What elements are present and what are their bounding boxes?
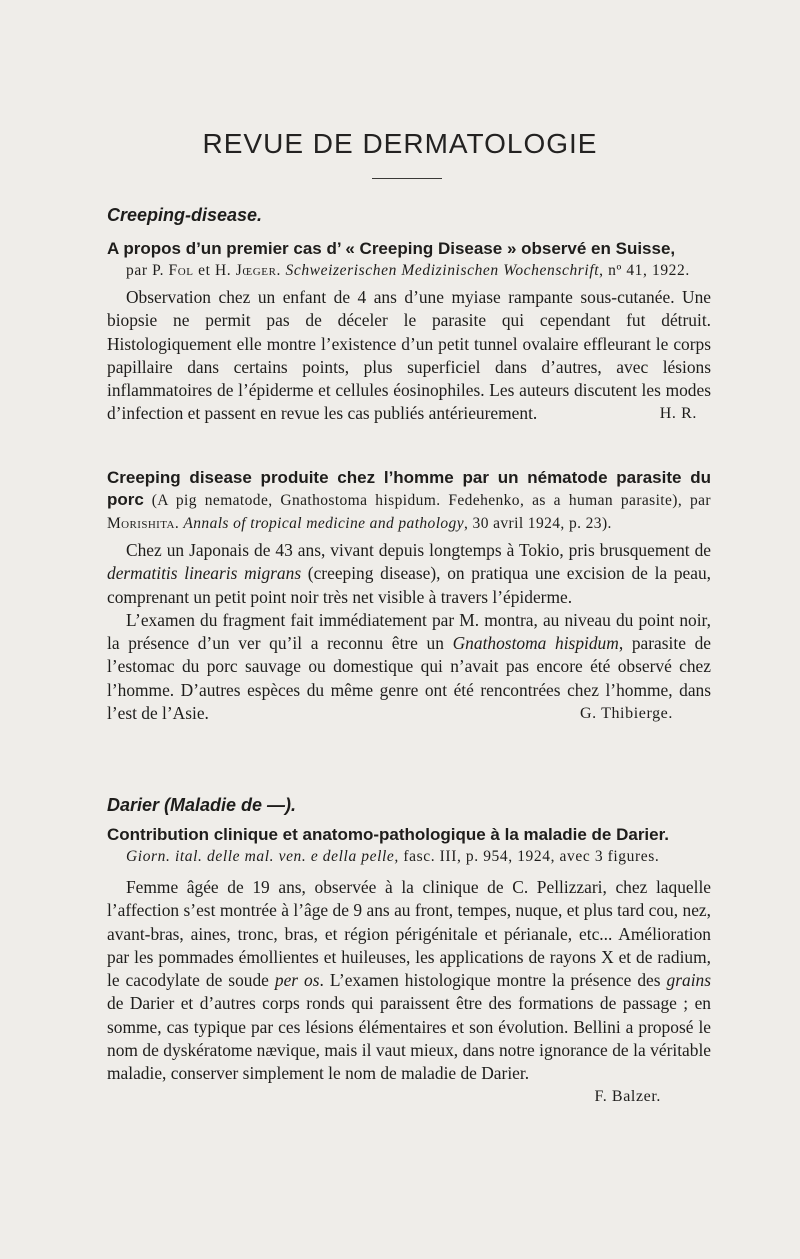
article-paragraph: L’examen du fragment fait immédiatement par M. montra, au niveau du point noir, la présence d’un ver qu’il a reconnu être un Gnathostoma hispidum, parasite de l’estomac du porc sauvage ou domestique qui n’avait pas encore été observé chez l’homme. D’autres espèces du même genre ont été rencontrées chez l’homme, dans l’est de l’Asie. G. Thibierge. [107, 609, 711, 725]
author-name: Morishita [107, 515, 175, 532]
article-3 [107, 824, 711, 1106]
section-darier [107, 795, 711, 816]
running-head: REVUE DE DERMATOLOGIE [202, 128, 598, 159]
author-name: Jœger [235, 262, 277, 279]
article-reference: Giorn. ital. delle mal. ven. e della pelle, fasc. III, p. 954, 1924, avec 3 figures. [126, 848, 660, 865]
journal-title: Schweizerischen Medizinischen Wochenschrift [285, 262, 600, 279]
article-2 [107, 467, 711, 725]
article-1 [107, 238, 711, 426]
article-paragraph: Femme âgée de 19 ans, observée à la clinique de C. Pellizzari, chez laquelle l’affection s’est montrée à l’âge de 9 ans au front, tempes, nuque, et plus tard cou, nez, avant-bras, aines, tronc, bras, et région périgénitale et périanale, etc... Amélioration par les pommades émollientes et huileuses, les applications de rayons X et de radium, le cacodylate de soude per os. L’examen histologique montre la présence des grains de Darier et d’autres corps ronds qui paraissent être des formations de passage ; en somme, cas typique par ces lésions élémentaires et son évolution. Bellini a proposé le nom de dyskératome nævique, mais il vaut mieux, dans notre ignorance de la véritable maladie, conserver simplement le nom de maladie de Darier. [107, 877, 711, 1084]
article-heading: A propos d’un premier cas d’ « Creeping Disease » observé en Suisse, [107, 239, 676, 258]
signature: G. Thibierge. [580, 705, 673, 723]
article-body: Observation chez un enfant de 4 ans d’une myiase rampante sous-cutanée. Une biopsie ne permit pas de déceler le parasite qui cependant fut détruit. Histologiquement elle montre l’existence d’un petit tunnel ovalaire effleurant le corps papillaire dans certains points, plus superficiel dans d’autres, avec lésions inflammatoires de l’épiderme et cellules éosinophiles. Les auteurs discutent les modes d’infection et passent en revue les cas publiés antérieurement. H. R. [107, 286, 711, 426]
article-heading: Contribution clinique et anatomo-pathologique à la maladie de Darier. [107, 825, 670, 844]
journal-title: Annals of tropical medicine and pathology [183, 515, 464, 532]
section-creeping-disease [107, 205, 711, 226]
author-name: Fol [168, 262, 194, 279]
section-title: Darier (Maladie de —). [107, 795, 297, 815]
header-rule [372, 178, 442, 179]
article-heading: Creeping disease produite chez l’homme par un nématode parasite du porc (A pig nematode, Gnathostoma hispidum. Fedehenko, as a human parasite), par Morishita. Annals of tropical medicine and pathology, 30 avril 1924, p. 23). [107, 468, 711, 532]
signature: F. Balzer. [594, 1087, 661, 1105]
article-paragraph: Chez un Japonais de 43 ans, vivant depuis longtemps à Tokio, pris brusquement de dermatitis linearis migrans (creeping disease), on pratiqua une excision de la peau, comprenant un petit point noir très net visible à travers l’épiderme. [107, 540, 711, 607]
journal-title: Giorn. ital. delle mal. ven. e della pelle, [126, 848, 399, 865]
article-reference: par P. Fol et H. Jœger. Schweizerischen Medizinischen Wochenschrift, nº 41, 1922. [126, 262, 690, 279]
article-reference: (A pig nematode, Gnathostoma hispidum. Fedehenko, as a human parasite), par Morishita. Annals of tropical medicine and pathology, 30 avril 1924, p. 23). [107, 492, 711, 532]
section-title: Creeping-disease. [107, 205, 263, 225]
signature: H. R. [659, 405, 697, 423]
